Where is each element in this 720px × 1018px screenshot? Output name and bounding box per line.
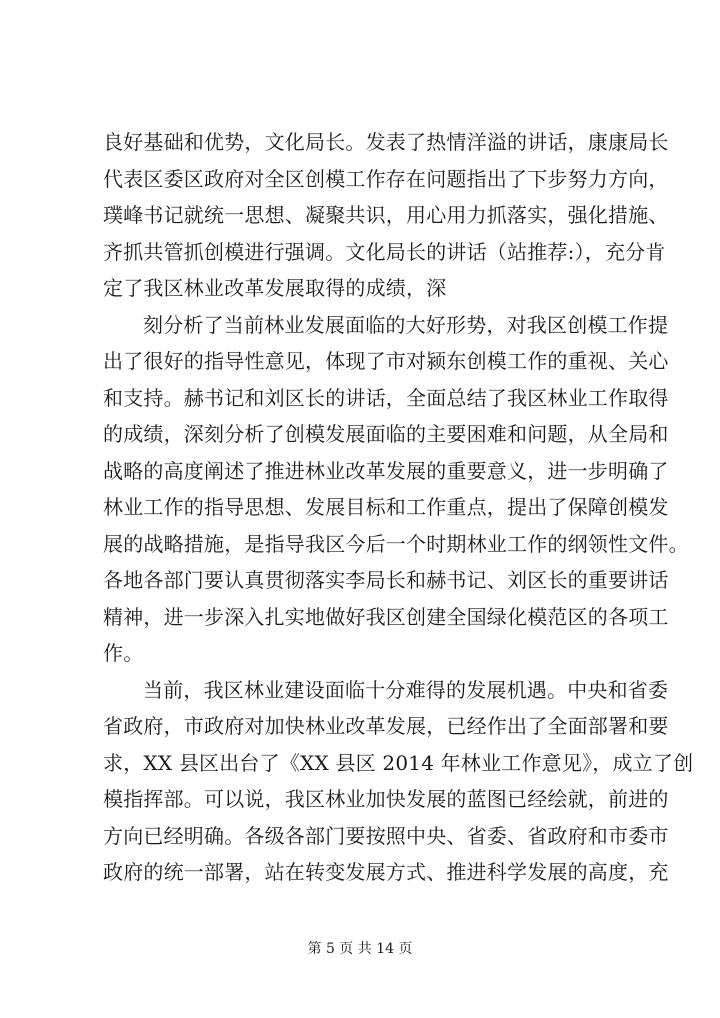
text-line: 模指挥部。可以说，我区林业加快发展的蓝图已经绘就，前进的 xyxy=(103,787,669,811)
text-line: 刻分析了当前林业发展面临的大好形势，对我区创模工作提 xyxy=(143,312,669,337)
page-number-footer: 第 5 页 共 14 页 xyxy=(307,941,413,957)
text-line: 和支持。赫书记和刘区长的讲话，全面总结了我区林业工作取得 xyxy=(103,385,669,410)
text-line: 良好基础和优势，文化局长。发表了热情洋溢的讲话，康康局长 xyxy=(103,130,669,154)
text-line: 作。 xyxy=(103,641,144,665)
text-line: 定了我区林业改革发展取得的成绩，深 xyxy=(103,276,447,300)
document-body xyxy=(103,124,694,891)
text-line: 政府的统一部署，站在转变发展方式、推进科学发展的高度，充 xyxy=(103,860,669,884)
text-line: 的成绩，深刻分析了创模发展面临的主要困难和问题，从全局和 xyxy=(103,422,669,446)
paragraph-3 xyxy=(103,672,694,891)
paragraph-1 xyxy=(103,124,669,307)
text-line: 林业工作的指导思想、发展目标和工作重点，提出了保障创模发 xyxy=(103,495,669,519)
paragraph-2 xyxy=(103,307,689,672)
text-line: 各地各部门要认真贯彻落实李局长和赫书记、刘区长的重要讲话 xyxy=(103,568,669,592)
text-line: 璞峰书记就统一思想、凝聚共识，用心用力抓落实，强化措施、 xyxy=(103,203,669,227)
text-line: 出了很好的指导性意见，体现了市对颍东创模工作的重视、关心 xyxy=(103,349,669,373)
text-line: 代表区委区政府对全区创模工作存在问题指出了下步努力方向， xyxy=(103,166,669,191)
text-line: 精神，进一步深入扎实地做好我区创建全国绿化模范区的各项工 xyxy=(103,604,669,629)
text-line: 当前，我区林业建设面临十分难得的发展机遇。中央和省委 xyxy=(143,677,669,702)
text-line: 齐抓共管抓创模进行强调。文化局长的讲话（站推荐:），充分肯 xyxy=(103,239,666,264)
text-line: 求，XX 县区出台了《XX 县区 2014 年林业工作意见》，成立了创 xyxy=(103,750,694,775)
text-line: 展的战略措施，是指导我区今后一个时期林业工作的纲领性文件。 xyxy=(103,531,689,556)
text-line: 省政府，市政府对加快林业改革发展，已经作出了全面部署和要 xyxy=(103,714,669,738)
text-line: 方向已经明确。各级各部门要按照中央、省委、省政府和市委市 xyxy=(103,823,669,848)
text-line: 战略的高度阐述了推进林业改革发展的重要意义，进一步明确了 xyxy=(103,458,669,483)
